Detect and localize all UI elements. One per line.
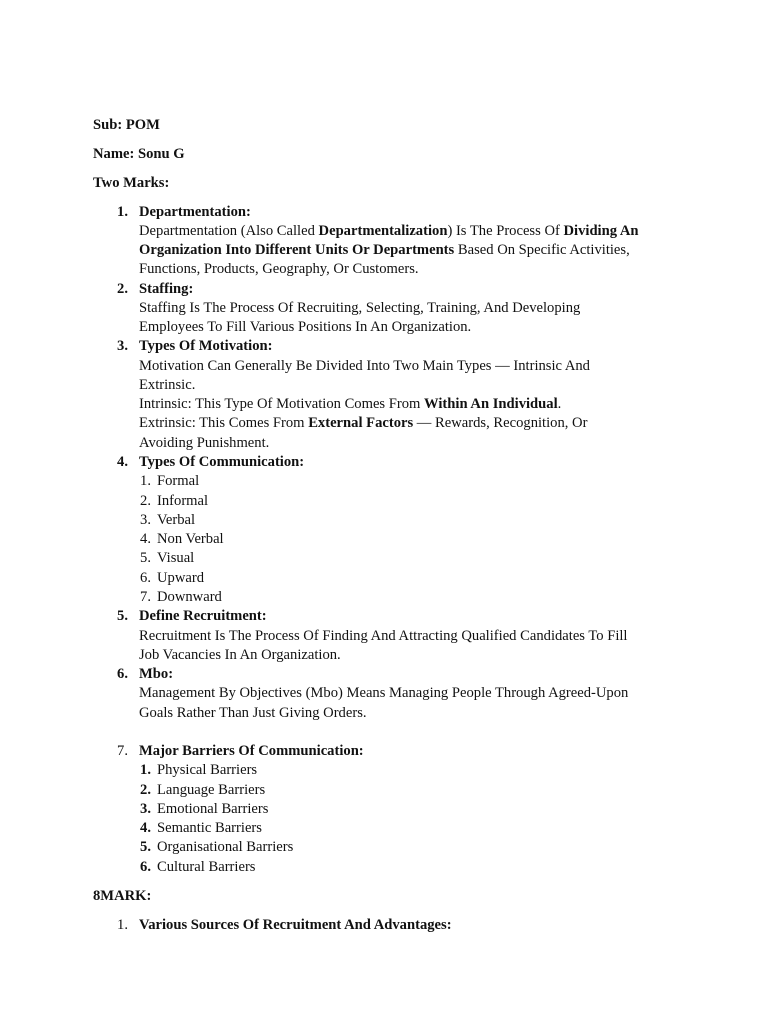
subitem-number: 5.	[140, 839, 151, 855]
item-text-line: Goals Rather Than Just Giving Orders.	[139, 705, 367, 721]
item-title-departmentation: Departmentation:	[139, 204, 251, 220]
text-span: .	[557, 396, 562, 412]
item-text-line	[139, 395, 561, 414]
subitem-text: Verbal	[157, 512, 196, 528]
item-text-line: Functions, Products, Geography, Or Customers.	[139, 261, 419, 277]
subitem-number: 3.	[140, 512, 151, 528]
item-text-line: Management By Objectives (Mbo) Means Managing People Through Agreed-Upon	[139, 685, 629, 701]
item-number: 6.	[117, 666, 128, 682]
section-heading-two-marks: Two Marks:	[93, 175, 170, 191]
item-title-types-of-motivation: Types Of Motivation:	[139, 338, 273, 354]
subitem-number: 4.	[140, 531, 151, 547]
bold-span: External Factors	[308, 415, 414, 431]
item-text-line: Recruitment Is The Process Of Finding And Attracting Qualified Candidates To Fill	[139, 628, 628, 644]
subitem-text: Physical Barriers	[157, 762, 258, 778]
item-text-line: Job Vacancies In An Organization.	[139, 647, 341, 663]
subitem-number: 6.	[140, 570, 151, 586]
bold-span: Organization Into Different Units Or Departments	[139, 242, 455, 258]
item-number: 2.	[117, 281, 128, 297]
subitem-number: 2.	[140, 493, 151, 509]
item-title-major-barriers: Major Barriers Of Communication:	[139, 743, 364, 759]
text-span: — Rewards, Recognition, Or	[413, 415, 588, 431]
subitem-number: 7.	[140, 589, 151, 605]
item-number: 5.	[117, 608, 128, 624]
subitem-number: 2.	[140, 782, 151, 798]
subitem-number: 5.	[140, 550, 151, 566]
subitem-text: Formal	[157, 473, 200, 489]
item-number: 1.	[117, 204, 128, 220]
subitem-text: Informal	[157, 493, 209, 509]
item-title-types-of-communication: Types Of Communication:	[139, 454, 305, 470]
text-span: Based On Specific Activities,	[454, 242, 630, 258]
section-heading-8mark: 8MARK:	[93, 888, 152, 904]
subitem-number: 1.	[140, 762, 151, 778]
subitem-text: Visual	[157, 550, 195, 566]
subitem-text: Upward	[157, 570, 205, 586]
item-text-line	[139, 222, 639, 241]
name-line: Name: Sonu G	[93, 146, 185, 162]
subject-line: Sub: POM	[93, 117, 160, 133]
bold-span: Dividing An	[563, 223, 639, 239]
item-text-line: Staffing Is The Process Of Recruiting, Selecting, Training, And Developing	[139, 300, 581, 316]
text-span: Extrinsic: This Comes From	[139, 415, 309, 431]
text-span: Departmentation (Also Called	[139, 223, 319, 239]
item-text-line	[139, 241, 630, 260]
item-number: 3.	[117, 338, 128, 354]
item-number: 1.	[117, 917, 128, 933]
item-number: 7.	[117, 743, 128, 759]
item-text-line: Motivation Can Generally Be Divided Into Two Main Types — Intrinsic And	[139, 358, 590, 374]
bold-span: Within An Individual	[424, 396, 558, 412]
subitem-text: Semantic Barriers	[157, 820, 262, 836]
item-text-line: Employees To Fill Various Positions In An Organization.	[139, 319, 472, 335]
item-text-line: Extrinsic.	[139, 377, 196, 393]
subitem-text: Downward	[157, 589, 222, 605]
bold-span: Departmentalization	[318, 223, 448, 239]
subitem-number: 3.	[140, 801, 151, 817]
item-title-mbo: Mbo:	[139, 666, 174, 682]
subitem-text: Emotional Barriers	[157, 801, 269, 817]
text-span: Intrinsic: This Type Of Motivation Comes From	[139, 396, 425, 412]
subitem-text: Non Verbal	[157, 531, 224, 547]
subitem-number: 6.	[140, 859, 151, 875]
subitem-number: 4.	[140, 820, 151, 836]
item-title-define-recruitment: Define Recruitment:	[139, 608, 267, 624]
subitem-number: 1.	[140, 473, 151, 489]
item-title-sources-of-recruitment: Various Sources Of Recruitment And Advantages:	[139, 917, 452, 933]
subitem-text: Cultural Barriers	[157, 859, 256, 875]
item-text-line	[139, 414, 587, 433]
item-number: 4.	[117, 454, 128, 470]
item-title-staffing: Staffing:	[139, 281, 194, 297]
subitem-text: Language Barriers	[157, 782, 266, 798]
subitem-text: Organisational Barriers	[157, 839, 294, 855]
text-span: ) Is The Process Of	[447, 223, 564, 239]
item-text-line: Avoiding Punishment.	[139, 435, 270, 451]
